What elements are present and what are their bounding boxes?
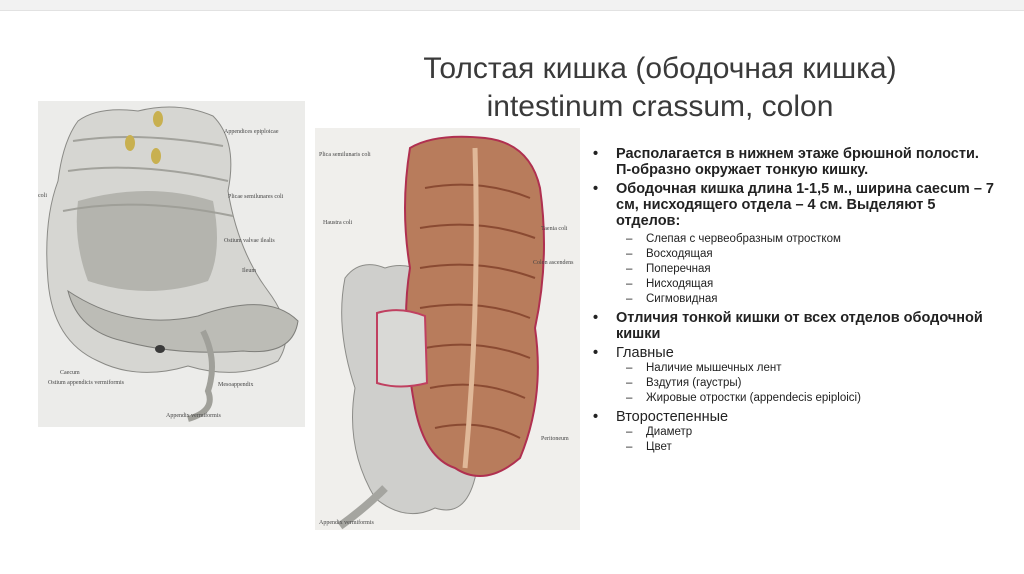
label-colon-ascendens: Colon ascendens <box>533 260 574 266</box>
dash-icon: – <box>626 233 633 245</box>
label-mesoappendix: Mesoappendix <box>218 382 254 388</box>
bullet-secondary <box>590 409 995 425</box>
label-appendices-epiploicae: Appendices epiploicae <box>224 129 279 135</box>
dash-icon: – <box>626 441 633 453</box>
sub-item-sigmoid <box>590 292 995 307</box>
sub-item-ascending <box>590 247 995 262</box>
title-line-2: intestinum crassum, colon <box>486 90 834 123</box>
dash-icon: – <box>626 377 633 389</box>
label-ostium-appendicis: Ostium appendicis vermiformis <box>48 380 124 386</box>
label-haustra-coli: Haustra coli <box>323 220 353 226</box>
colon-ascendens-drawing <box>315 128 580 530</box>
label-plica-semilunaris: Plica semilunaris coli <box>319 152 371 158</box>
label-peritoneum: Peritoneum <box>541 436 569 442</box>
bullet-dimensions-text: Ободочная кишка длина 1-1,5 м., ширина саecum – 7 см, нисходящего отдела – 4 см. Выделяют 5 отделов: <box>616 181 994 229</box>
title-line-1: Толстая кишка (ободочная кишка) <box>423 52 897 85</box>
sub-item-transverse <box>590 262 995 277</box>
bullet-location <box>590 146 995 178</box>
sub-item-descending-text: Нисходящая <box>646 278 714 290</box>
sub-item-caecum <box>590 232 995 247</box>
bullet-dimensions <box>590 181 995 229</box>
dash-icon: – <box>626 263 633 275</box>
dash-icon: – <box>626 293 633 305</box>
sub-item-transverse-text: Поперечная <box>646 263 711 275</box>
bullet-location-text: Располагается в нижнем этаже брюшной полости. П-образно окружает тонкую кишку. <box>616 146 979 178</box>
sub-item-color-text: Цвет <box>646 441 672 453</box>
sub-item-ascending-text: Восходящая <box>646 248 713 260</box>
label-ileum: Ileum <box>242 268 256 274</box>
label-caecum: Caecum <box>60 370 80 376</box>
label-plicae-semilunares: Plicae semilunares coli <box>228 194 284 200</box>
slide-title <box>380 50 940 126</box>
sub-item-appendices <box>590 391 995 406</box>
colon-illustration-left <box>38 101 305 427</box>
dash-icon: – <box>626 248 633 260</box>
dash-icon: – <box>626 392 633 404</box>
content-bullet-list <box>590 146 995 455</box>
bullet-icon: • <box>593 310 599 326</box>
bullet-icon: • <box>593 409 599 425</box>
sub-item-diameter <box>590 425 995 440</box>
bullet-icon: • <box>593 181 599 197</box>
colon-section-drawing <box>38 101 305 427</box>
dash-icon: – <box>626 362 633 374</box>
bullet-differences-text: Отличия тонкой кишки от всех отделов ободочной кишки <box>616 310 983 342</box>
bullet-main <box>590 345 995 361</box>
dash-icon: – <box>626 426 633 438</box>
sub-item-caecum-text: Слепая с червеобразным отростком <box>646 233 841 245</box>
bullet-secondary-text: Второстепенные <box>616 409 729 425</box>
sub-item-haustra-text: Вздутия (гаустры) <box>646 377 742 389</box>
colon-illustration-right <box>315 128 580 530</box>
sub-item-haustra <box>590 376 995 391</box>
window-top-bar <box>0 0 1024 11</box>
sub-item-sigmoid-text: Сигмовидная <box>646 293 718 305</box>
bullet-icon: • <box>593 345 599 361</box>
label-appendix-vermiformis-right: Appendix vermiformis <box>319 520 374 526</box>
label-ostium-valvae: Ostium valvae ilealis <box>224 238 275 244</box>
label-taenia-coli: Taenia coli <box>541 226 568 232</box>
sub-item-diameter-text: Диаметр <box>646 426 693 438</box>
sub-item-taeniae-text: Наличие мышечных лент <box>646 362 782 374</box>
sub-item-appendices-text: Жировые отростки (appendecis epiploici) <box>646 392 861 404</box>
sub-item-color <box>590 440 995 455</box>
bullet-differences <box>590 310 995 342</box>
bullet-main-text: Главные <box>616 345 674 361</box>
sub-item-descending <box>590 277 995 292</box>
dash-icon: – <box>626 278 633 290</box>
sub-item-taeniae <box>590 361 995 376</box>
bullet-icon: • <box>593 146 599 162</box>
label-appendix-vermiformis: Appendix vermiformis <box>166 413 221 419</box>
label-coli: coli <box>38 193 47 199</box>
